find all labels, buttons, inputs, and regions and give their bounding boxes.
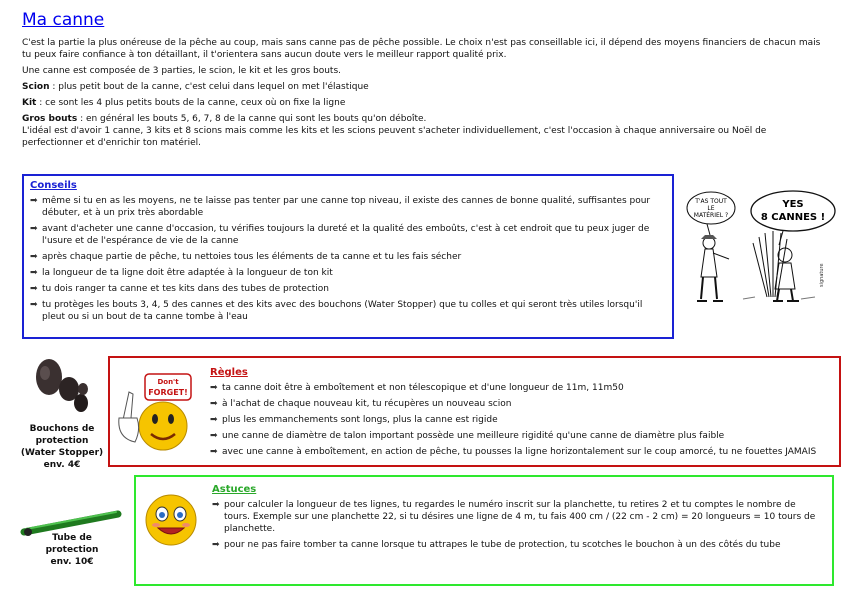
list-item: ➡ à l'achat de chaque nouveau kit, tu récupères un nouveau scion (210, 399, 512, 409)
list-item: ➡ tu dois ranger ta canne et tes kits dans des tubes de protection (30, 284, 330, 294)
list-item: ➡ après chaque partie de pêche, tu nettoies tous les éléments de ta canne et tu les fais sécher (30, 252, 462, 262)
bouchons-image (33, 355, 91, 415)
list-item: ➡ une canne de diamètre de talon important possède une meilleure rigidité qu'une canne de diamètre plus faible (210, 431, 725, 441)
bubble-left-text-1: T'AS TOUT (695, 198, 727, 205)
tube-price: env. 10€ (50, 557, 94, 567)
arrow-icon: ➡ (212, 500, 220, 510)
bubble-right-text-1: YES (782, 199, 804, 210)
list-item: ➡ ta canne doit être à emboîtement et non télescopique et d'une longueur de 11m, 11m50 (210, 383, 624, 393)
bouchons-price: env. 4€ (43, 460, 81, 470)
list-item: ➡ pour calculer la longueur de tes lignes, tu regardes le numéro inscrit sur la planchette, tu retires 2 et tu comptes le nombre de tours. Exemple sur une planchette 22, si tu désires une ligne de 4 m, tu fais 400 cm / (22 cm - 2 cm) = 20 longueurs = 10 tours de planchette. (212, 500, 816, 534)
list-item: ➡ pour ne pas faire tomber ta canne lorsque tu attrapes le tube de protection, tu scotches le bouchon à un des côtés du tube (212, 540, 781, 550)
arrow-icon: ➡ (30, 224, 38, 234)
intro-paragraph: C'est la partie la plus onéreuse de la pêche au coup, mais sans canne pas de pêche possible. Le choix n'est pas conseillable ici, il dépend des moyens financiers de chacun mais tu peux faire confiance à ton détaillant, il t'orientera sans aucun doute vers le meilleur rapport qualité prix. (22, 38, 821, 60)
svg-text:FORGET!: FORGET! (148, 388, 188, 397)
conseils-list (30, 195, 666, 323)
tube-label: Tube de protection env. 10€ (24, 532, 120, 568)
regles-heading: Règles (210, 367, 248, 378)
regles-list (210, 382, 829, 458)
conseils-heading: Conseils (30, 180, 77, 191)
term-scion: Scion (22, 82, 50, 92)
definition-scion: Scion : plus petit bout de la canne, c'est celui dans lequel on met l'élastique (22, 82, 369, 92)
definition-gros-bouts: Gros bouts : en général les bouts 5, 6, 7, 8 de la canne qui sont les bouts qu'on déboîte. (22, 114, 427, 124)
intro-section (22, 37, 822, 153)
definition-kit: Kit : ce sont les 4 plus petits bouts de la canne, ceux où on fixe la ligne (22, 98, 346, 108)
astuces-box (134, 475, 834, 586)
svg-text:Don't: Don't (157, 378, 179, 386)
intro-ideal: L'idéal est d'avoir 1 canne, 3 kits et 8 scions mais comme les kits et les scions peuvent s'acheter individuellement, c'est l'occasion à chaque anniversaire ou Noël de perfectionner et d'enrichir ton matériel. (22, 126, 767, 148)
astuces-heading: Astuces (212, 484, 257, 495)
arrow-icon: ➡ (30, 252, 38, 262)
regles-box (108, 356, 841, 467)
arrow-icon: ➡ (210, 399, 218, 409)
arrow-icon: ➡ (210, 431, 218, 441)
list-item: ➡ tu protèges les bouts 3, 4, 5 des cannes et des kits avec des bouchons (Water Stopper) que tu colles et qui seront très utiles lorsqu'il pleut ou si un bout de ta canne tombe à l'eau (30, 300, 643, 322)
term-kit: Kit (22, 98, 37, 108)
bubble-right-text-2: 8 CANNES ! (760, 212, 826, 223)
arrow-icon: ➡ (210, 415, 218, 425)
arrow-icon: ➡ (30, 300, 38, 310)
list-item: ➡ même si tu en as les moyens, ne te laisse pas tenter par une canne top niveau, il existe des cannes de bonne qualité, suffisantes pour débuter, et à un prix très abordable (30, 196, 651, 218)
conseils-box (22, 174, 674, 339)
bouchons-label: Bouchons de protection (Water Stopper) env. 4€ (14, 423, 110, 471)
svg-text:signature: signature (819, 263, 825, 287)
arrow-icon: ➡ (30, 284, 38, 294)
bubble-left-text-2: LE (707, 205, 715, 212)
speech-bubble-right (751, 191, 835, 231)
cartoon-illustration (683, 187, 839, 305)
list-item: ➡ la longueur de ta ligne doit être adaptée à la longueur de ton kit (30, 268, 333, 278)
intro-parts: Une canne est composée de 3 parties, le scion, le kit et les gros bouts. (22, 66, 341, 76)
arrow-icon: ➡ (212, 540, 220, 550)
arrow-icon: ➡ (30, 268, 38, 278)
page-title: Ma canne (22, 10, 105, 30)
list-item: ➡ avant d'acheter une canne d'occasion, tu vérifies toujours la dureté et la qualité des emboûts, c'est à cet endroit que tu peux juger de l'usure et de l'espérance de vie de la canne (30, 224, 650, 246)
arrow-icon: ➡ (30, 196, 38, 206)
arrow-icon: ➡ (210, 447, 218, 457)
term-gros-bouts: Gros bouts (22, 114, 78, 124)
dont-forget-smiley-icon (115, 372, 195, 456)
list-item: ➡ plus les emmanchements sont longs, plus la canne est rigide (210, 415, 498, 425)
astuces-list (212, 499, 822, 551)
list-item: ➡ avec une canne à emboîtement, en action de pêche, tu pousses la ligne horizontalement sur le coup amorcé, tu ne fouettes JAMAIS (210, 447, 817, 457)
smiley-icon (144, 492, 198, 548)
arrow-icon: ➡ (210, 383, 218, 393)
bubble-left-text-3: MATÉRIEL ? (693, 212, 729, 219)
